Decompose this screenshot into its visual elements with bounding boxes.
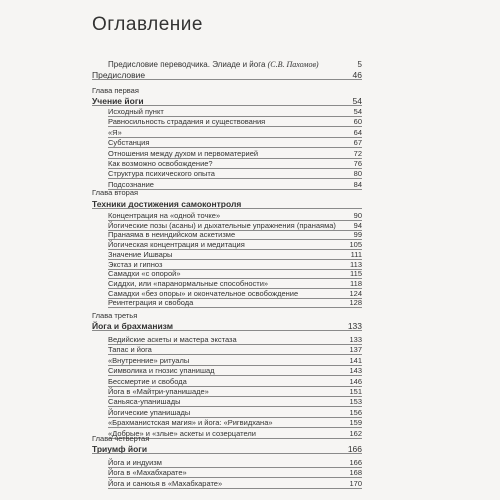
toc-entry-page: 151 <box>349 387 362 396</box>
toc-entry-rule <box>108 189 362 190</box>
toc-entry-label: Отношения между духом и первоматерией <box>108 148 259 158</box>
preface-page: 46 <box>352 70 362 80</box>
toc-entry-page: 143 <box>349 366 362 376</box>
toc-entry-label: Йога и индуизм <box>108 458 162 467</box>
toc-entry-label: Йога в «Майтри-упанишаде» <box>108 387 209 396</box>
toc-entry[interactable] <box>108 298 362 308</box>
toc-entry-label: Как возможно освобождение? <box>108 159 213 168</box>
chapter-title-row[interactable] <box>92 96 362 106</box>
toc-entry-page: 64 <box>353 127 362 137</box>
toc-entry-page: 124 <box>349 288 362 298</box>
toc-entry-page: 76 <box>353 159 362 168</box>
toc-entry-label: Структура психического опыта <box>108 169 215 179</box>
toc-entry-label: Субстанция <box>108 138 150 148</box>
chapter-title: Техники достижения самоконтроля <box>92 199 242 209</box>
toc-entry-page: 90 <box>353 211 362 220</box>
toc-entry-label: Исходный пункт <box>108 107 164 116</box>
toc-entry-label: Самадхи «с опорой» <box>108 269 181 279</box>
chapter-title-rule <box>92 330 362 331</box>
toc-entry-page: 166 <box>349 458 362 467</box>
toc-entry-label: Самадхи «без опоры» и окончательное освобождение <box>108 288 299 298</box>
toc-entry-page: 67 <box>353 138 362 148</box>
toc-entry-label: «Брахманистская магия» и йога: «Ригвидхана» <box>108 418 273 428</box>
toc-entry-page: 153 <box>349 397 362 407</box>
toc-entry-label: Бессмертие и свобода <box>108 376 187 386</box>
toc-entry[interactable] <box>108 211 362 221</box>
toc-entry-rule <box>108 488 362 489</box>
toc-entry[interactable] <box>108 345 362 355</box>
toc-entry[interactable] <box>108 117 362 127</box>
toc-entry-label: Значение Ишвары <box>108 249 173 259</box>
toc-entry-label: Символика и гнозис упанишад <box>108 366 215 376</box>
toc-entry[interactable] <box>108 149 362 159</box>
toc-entry-page: 111 <box>350 249 362 259</box>
preface-rule <box>92 79 362 80</box>
toc-entry-page: 146 <box>349 376 362 386</box>
toc-entry[interactable] <box>108 458 362 468</box>
toc-entry-page: 105 <box>349 240 362 250</box>
toc-entry-page: 137 <box>349 345 362 355</box>
toc-entry-label: Йога в «Махабхарате» <box>108 468 187 478</box>
chapter-title: Учение йоги <box>92 96 144 106</box>
toc-entry-label: Йогическая концентрация и медитация <box>108 240 245 250</box>
toc-entry[interactable] <box>108 377 362 387</box>
toc-entry[interactable] <box>108 279 362 289</box>
toc-entry[interactable] <box>108 169 362 179</box>
toc-entry-label: Подсознание <box>108 179 154 189</box>
toc-entry[interactable] <box>108 221 362 231</box>
toc-entry-label: «Я» <box>108 127 122 137</box>
toc-entry-page: 170 <box>349 478 362 488</box>
toc-entry-page: 60 <box>353 117 362 127</box>
toc-entry-page: 54 <box>353 107 362 116</box>
toc-entry[interactable] <box>108 230 362 240</box>
toc-entry-page: 168 <box>349 468 362 478</box>
toc-entry-label: Саньяса-упанишады <box>108 397 181 407</box>
toc-entry-label: Тапас и йога <box>108 345 152 355</box>
toc-entry-label: Ведийские аскеты и мастера экстаза <box>108 335 237 344</box>
toc-entry-label: Равносильность страдания и существования <box>108 117 266 127</box>
toc-entry-label: Йога и санкхья в «Махабхарате» <box>108 478 223 488</box>
toc-entry-label: Экстаз и гипноз <box>108 259 163 269</box>
chapter-title-row[interactable] <box>92 444 362 454</box>
chapter-page: 166 <box>347 444 362 454</box>
toc-entry[interactable] <box>108 138 362 148</box>
preface-label: Предисловие <box>92 70 146 80</box>
toc-entry[interactable] <box>108 240 362 250</box>
chapter-label: Глава третья <box>92 311 138 320</box>
toc-entry[interactable] <box>108 107 362 117</box>
toc-entry-label: Концентрация на «одной точке» <box>108 211 221 220</box>
toc-entry[interactable] <box>108 260 362 270</box>
toc-entry-label: Пранаяма в неиндийском аскетизме <box>108 230 236 240</box>
toc-entry-page: 133 <box>349 335 362 344</box>
chapter-page: 54 <box>352 96 362 106</box>
toc-entry[interactable] <box>108 128 362 138</box>
translator-preface-author: (С.В. Пахомов) <box>267 60 319 69</box>
preface-row[interactable] <box>92 70 362 80</box>
toc-entry[interactable] <box>108 366 362 376</box>
chapter-label: Глава первая <box>92 86 139 95</box>
chapter-title-row[interactable] <box>92 199 362 209</box>
toc-entry-label: Сиддхи, или «паранормальные способности» <box>108 278 269 288</box>
toc-entry-page: 94 <box>353 220 362 230</box>
chapter-page: 133 <box>347 321 362 331</box>
translator-preface-page: 5 <box>357 60 362 69</box>
toc-entry[interactable] <box>108 468 362 478</box>
chapter-label: Глава четвертая <box>92 434 150 443</box>
translator-preface-row[interactable] <box>108 59 362 70</box>
toc-entry[interactable] <box>108 387 362 397</box>
chapter-title-rule <box>92 453 362 454</box>
toc-entry-label: «Внутренние» ритуалы <box>108 355 190 365</box>
toc-entry[interactable] <box>108 250 362 260</box>
toc-entry-page: 80 <box>353 169 362 179</box>
toc-entry[interactable] <box>108 180 362 190</box>
toc-entry-page: 162 <box>349 428 362 438</box>
page-title: Оглавление <box>92 14 203 35</box>
toc-entry[interactable] <box>108 397 362 407</box>
toc-entry-page: 113 <box>350 259 362 269</box>
toc-entry[interactable] <box>108 418 362 428</box>
translator-preface-label: Предисловие переводчика. Элиаде и йога <box>108 60 268 69</box>
chapter-title-rule <box>92 208 362 209</box>
toc-entry-page: 156 <box>349 407 362 417</box>
chapter-title: Триумф йоги <box>92 444 148 454</box>
toc-entry-rule <box>108 307 362 308</box>
chapter-title: Йога и брахманизм <box>92 321 173 331</box>
toc-entry[interactable] <box>108 335 362 345</box>
toc-entry-label: Реинтеграция и свобода <box>108 298 194 308</box>
toc-entry-page: 128 <box>349 298 362 308</box>
chapter-title-row[interactable] <box>92 321 362 331</box>
toc-entry-page: 141 <box>349 355 362 365</box>
toc-entry-label: Йогические позы (асаны) и дыхательные упражнения (пранаяма) <box>108 220 336 230</box>
toc-entry-page: 159 <box>349 418 362 428</box>
toc-entry[interactable] <box>108 479 362 489</box>
toc-entry-page: 84 <box>353 179 362 189</box>
toc-entry-page: 72 <box>353 148 362 158</box>
toc-entry[interactable] <box>108 356 362 366</box>
toc-entry[interactable] <box>108 269 362 279</box>
toc-entry-page: 115 <box>350 269 362 279</box>
toc-entry[interactable] <box>108 159 362 169</box>
toc-entry-page: 118 <box>350 278 362 288</box>
toc-entry-label: «Добрые» и «злые» аскеты и созерцатели <box>108 428 256 438</box>
chapter-title-rule <box>92 105 362 106</box>
toc-entry-label: Йогические упанишады <box>108 407 191 417</box>
chapter-label: Глава вторая <box>92 188 139 197</box>
toc-entry[interactable] <box>108 289 362 299</box>
toc-entry[interactable] <box>108 408 362 418</box>
toc-entry-page: 99 <box>353 230 362 240</box>
